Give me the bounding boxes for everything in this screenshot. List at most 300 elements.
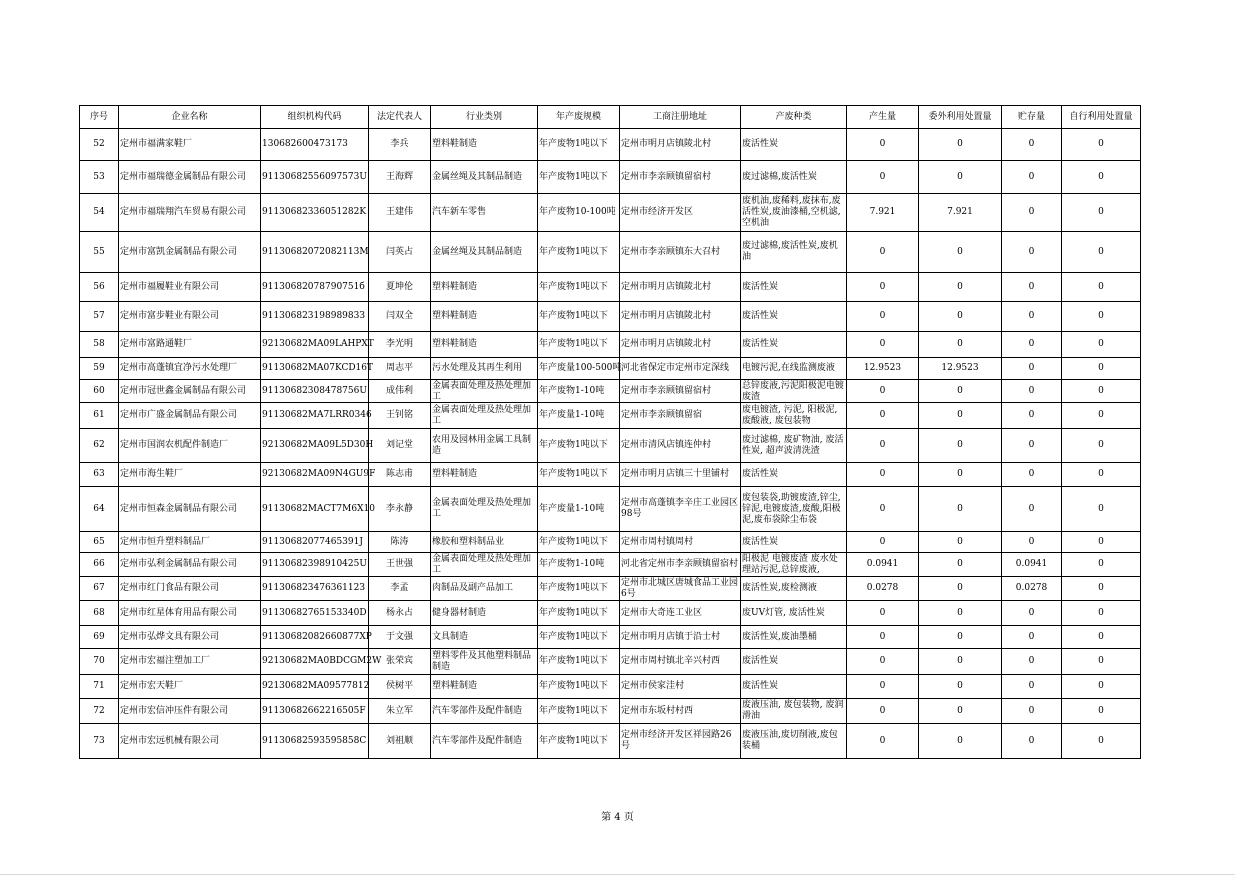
cell-address — [620, 129, 741, 161]
cell-legal-rep-text: 闫英占 — [385, 246, 413, 257]
cell-stored — [1002, 487, 1062, 532]
cell-produced-text: 0 — [879, 171, 886, 182]
cell-outsourced-text: 0 — [957, 410, 963, 420]
cell-industry-text: 汽车零部件及配件制造 — [432, 735, 523, 746]
cell-company-name — [119, 675, 261, 699]
cell-produced — [847, 161, 919, 194]
cell-industry-text: 健身器材制造 — [432, 607, 487, 618]
cell-stored-text: 0 — [1028, 440, 1035, 450]
cell-industry-text: 塑料鞋制造 — [432, 311, 478, 321]
cell-industry-text: 金属丝绳及其制品制造 — [432, 246, 523, 257]
cell-waste-scale — [538, 194, 620, 232]
cell-outsourced-text: 0 — [957, 469, 963, 479]
cell-waste-types — [741, 601, 847, 626]
cell-address-text: 定州市明月店镇三十里铺村 — [621, 469, 730, 479]
cell-self-disposal — [1062, 302, 1141, 332]
cell-outsourced-text: 0 — [957, 705, 963, 716]
cell-outsourced-text: 0 — [957, 139, 963, 149]
cell-no — [80, 699, 119, 724]
cell-waste-scale — [538, 532, 620, 553]
cell-address-text: 定州市明月店镇陵北村 — [621, 139, 712, 149]
cell-company-name-text: 定州市福满家鞋厂 — [120, 139, 193, 149]
cell-stored-text: 0 — [1028, 207, 1035, 217]
cell-org-code — [261, 380, 369, 403]
table-row — [80, 194, 1141, 232]
cell-stored-text: 0 — [1028, 281, 1035, 292]
cell-stored-text: 0 — [1028, 363, 1035, 373]
cell-produced-text: 0 — [879, 311, 886, 321]
cell-waste-types — [741, 699, 847, 724]
cell-no — [80, 487, 119, 532]
cell-no — [80, 273, 119, 302]
cell-waste-types — [741, 429, 847, 463]
cell-produced — [847, 194, 919, 232]
cell-produced-text: 0 — [879, 339, 886, 349]
cell-legal-rep — [369, 161, 431, 194]
cell-waste-scale — [538, 724, 620, 759]
cell-produced-text: 7.921 — [869, 207, 896, 217]
cell-industry-text: 文具制造 — [432, 631, 469, 642]
cell-address — [620, 273, 741, 302]
cell-industry — [431, 626, 538, 649]
cell-legal-rep-text: 陈涛 — [390, 536, 409, 547]
cell-company-name — [119, 724, 261, 759]
cell-industry — [431, 532, 538, 553]
cell-stored — [1002, 724, 1062, 759]
cell-produced — [847, 302, 919, 332]
cell-no — [80, 429, 119, 463]
cell-outsourced — [919, 403, 1002, 429]
cell-company-name-text: 定州市国润农机配件制造厂 — [120, 440, 229, 450]
cell-no-text: 66 — [93, 559, 105, 569]
cell-company-name — [119, 463, 261, 487]
cell-org-code-text: 92130682MA09LAHPXT — [262, 339, 374, 349]
cell-address — [620, 553, 741, 577]
cell-org-code-text: 91130682078790751б — [262, 281, 365, 292]
cell-org-code — [261, 194, 369, 232]
cell-waste-types-text: 废活性炭 — [742, 311, 779, 321]
cell-industry — [431, 403, 538, 429]
cell-waste-types-text: 废液压油, 废包装物, 废润滑油 — [742, 700, 844, 721]
cell-legal-rep — [369, 577, 431, 601]
cell-stored-text: 0 — [1028, 681, 1035, 691]
cell-produced-text: 0 — [879, 440, 886, 450]
cell-waste-types-text: 电镀污泥,在线监测废液 — [742, 363, 835, 373]
cell-self-disposal-text: 0 — [1098, 385, 1104, 396]
cell-address — [620, 332, 741, 358]
table-header-row — [80, 106, 1141, 129]
cell-produced — [847, 626, 919, 649]
cell-legal-rep — [369, 601, 431, 626]
table-row — [80, 649, 1141, 675]
cell-stored-text: 0 — [1028, 607, 1035, 618]
cell-legal-rep-text: 王钊铭 — [385, 410, 413, 420]
cell-stored — [1002, 553, 1062, 577]
cell-self-disposal-text: 0 — [1098, 246, 1104, 257]
cell-org-code — [261, 403, 372, 429]
cell-outsourced-text: 0 — [957, 536, 963, 547]
cell-stored-text: 0 — [1028, 631, 1035, 642]
cell-stored-text: 0 — [1028, 385, 1035, 396]
table-body — [80, 129, 1141, 759]
cell-self-disposal — [1062, 129, 1141, 161]
cell-company-name-text: 定州市海生鞋厂 — [120, 469, 184, 479]
cell-company-name — [119, 129, 261, 161]
cell-waste-types-text: 废活性炭 — [742, 536, 779, 547]
cell-legal-rep — [369, 273, 431, 302]
table-row — [80, 601, 1141, 626]
cell-waste-scale — [538, 129, 620, 161]
cell-waste-scale — [538, 358, 620, 380]
cell-org-code — [261, 302, 369, 332]
cell-stored — [1002, 532, 1062, 553]
cell-no — [80, 302, 119, 332]
cell-self-disposal-text: 0 — [1098, 410, 1104, 420]
cell-no-text: 59 — [93, 363, 105, 373]
cell-produced — [847, 649, 919, 675]
cell-outsourced — [919, 577, 1002, 601]
cell-stored — [1002, 194, 1062, 232]
cell-no-text: 73 — [93, 735, 105, 746]
cell-self-disposal-text: 0 — [1098, 503, 1104, 514]
cell-stored-text: 0 — [1028, 735, 1035, 746]
cell-company-name-text: 定州市宏信冲压件有限公司 — [120, 705, 229, 716]
cell-outsourced-text: 0 — [957, 171, 963, 182]
cell-address-text: 定州市清风店镇连仲村 — [621, 440, 712, 450]
table-row — [80, 332, 1141, 358]
cell-waste-types — [741, 129, 847, 161]
cell-address-text: 定州市明月店镇于沿士村 — [621, 631, 721, 642]
cell-produced — [847, 601, 919, 626]
col-header-rep: 法定代表人 — [369, 106, 431, 129]
cell-industry-text: 肉制品及副产品加工 — [432, 583, 514, 593]
cell-company-name-text: 定州市弘烨文具有限公司 — [120, 631, 220, 642]
cell-no — [80, 675, 119, 699]
cell-self-disposal — [1062, 577, 1141, 601]
cell-outsourced — [919, 601, 1002, 626]
cell-industry — [431, 577, 538, 601]
cell-stored-text: 0 — [1028, 656, 1035, 666]
cell-outsourced — [919, 553, 1002, 577]
cell-waste-scale — [538, 626, 620, 649]
cell-org-code — [261, 129, 369, 161]
cell-outsourced-text: 0 — [957, 607, 963, 618]
cell-stored — [1002, 302, 1062, 332]
cell-company-name — [119, 161, 261, 194]
cell-legal-rep — [369, 699, 431, 724]
cell-produced-text: 0 — [879, 735, 886, 746]
cell-org-code — [261, 699, 369, 724]
cell-address-text: 定州市大奇连工业区 — [621, 607, 703, 618]
cell-org-code-text: 91130682319898983З — [262, 311, 365, 321]
cell-produced-text: 0 — [879, 503, 886, 514]
cell-industry-text: 塑料鞋制造 — [432, 339, 478, 349]
cell-waste-types — [741, 577, 847, 601]
cell-industry — [431, 358, 538, 380]
cell-outsourced — [919, 649, 1002, 675]
cell-no — [80, 403, 119, 429]
cell-outsourced-text: 0 — [957, 631, 963, 642]
cell-no-text: 55 — [93, 246, 105, 257]
cell-company-name-text: 定州市宏福注塑加工厂 — [120, 656, 211, 666]
cell-produced — [847, 332, 919, 358]
cell-produced — [847, 232, 919, 273]
cell-waste-types-text: 废活性炭 — [742, 681, 779, 691]
cell-company-name-text: 定州市恒森金属制品有限公司 — [120, 503, 238, 514]
cell-org-code — [261, 601, 369, 626]
col-header-outsourced: 委外利用处置量 — [919, 106, 1002, 129]
cell-legal-rep-text: 李兵 — [390, 139, 409, 149]
cell-outsourced — [919, 429, 1002, 463]
cell-outsourced-text: 0 — [957, 681, 963, 691]
cell-waste-types — [741, 403, 847, 429]
cell-org-code — [261, 724, 369, 759]
cell-waste-scale-text: 年产废物1吨以下 — [539, 631, 608, 642]
cell-waste-types — [741, 463, 847, 487]
cell-company-name-text: 定州市富步鞋业有限公司 — [120, 311, 220, 321]
cell-org-code-text: 91130682662216505F — [262, 705, 366, 716]
cell-self-disposal-text: 0 — [1098, 281, 1104, 292]
cell-stored — [1002, 161, 1062, 194]
cell-stored-text: 0.0941 — [1015, 559, 1048, 569]
cell-stored — [1002, 626, 1062, 649]
cell-waste-scale-text: 年产废物1吨以下 — [539, 681, 608, 691]
cell-address-text: 定州市明月店镇陵北村 — [621, 311, 712, 321]
table-row — [80, 232, 1141, 273]
cell-no-text: 56 — [93, 281, 105, 292]
cell-waste-scale-text: 年产废物10-100吨 — [539, 207, 616, 217]
cell-legal-rep — [369, 429, 431, 463]
cell-waste-types-text: 废过滤棉, 废矿物油, 废活性炭, 超声波清洗渣 — [742, 434, 844, 456]
cell-org-code-text: 91130682308478756U — [262, 385, 367, 396]
cell-legal-rep-text: 周志平 — [385, 363, 413, 373]
cell-waste-types — [741, 649, 847, 675]
cell-produced-text: 12.9523 — [863, 363, 902, 373]
cell-produced-text: 0 — [879, 705, 886, 716]
cell-company-name — [119, 601, 261, 626]
cell-no-text: 58 — [93, 339, 105, 349]
cell-company-name-text: 定州市冠世鑫金属制品有限公司 — [120, 385, 247, 396]
cell-no — [80, 577, 119, 601]
cell-stored — [1002, 649, 1062, 675]
cell-address — [620, 429, 741, 463]
cell-no — [80, 626, 119, 649]
cell-org-code — [261, 358, 374, 380]
cell-waste-types — [741, 724, 847, 759]
cell-legal-rep-text: 朱立军 — [385, 705, 413, 716]
cell-industry — [431, 724, 538, 759]
cell-address-text: 定州市经济开发区 — [621, 207, 694, 217]
cell-no — [80, 129, 119, 161]
cell-org-code — [261, 649, 382, 675]
cell-outsourced — [919, 302, 1002, 332]
cell-industry — [431, 380, 538, 403]
cell-waste-types — [741, 161, 847, 194]
cell-produced-text: 0 — [879, 281, 886, 292]
cell-legal-rep-text: 王海辉 — [385, 171, 413, 182]
cell-org-code — [261, 553, 369, 577]
cell-waste-scale — [538, 302, 620, 332]
cell-waste-types — [741, 553, 847, 577]
cell-produced — [847, 553, 919, 577]
cell-waste-scale-text: 年产废物1吨以下 — [539, 583, 608, 593]
cell-stored-text: 0 — [1028, 246, 1035, 257]
cell-self-disposal-text: 0 — [1098, 735, 1104, 746]
cell-stored-text: 0 — [1028, 339, 1035, 349]
cell-waste-scale — [538, 675, 620, 699]
cell-address — [620, 724, 741, 759]
cell-company-name-text: 定州市富路通鞋厂 — [120, 339, 193, 349]
cell-legal-rep — [369, 553, 431, 577]
cell-outsourced — [919, 358, 1002, 380]
cell-stored — [1002, 403, 1062, 429]
cell-legal-rep — [369, 626, 431, 649]
cell-stored — [1002, 675, 1062, 699]
cell-legal-rep-text: 李光明 — [385, 339, 413, 349]
cell-outsourced — [919, 273, 1002, 302]
cell-industry — [431, 601, 538, 626]
cell-address-text: 定州市明月店镇陵北村 — [621, 339, 712, 349]
cell-self-disposal — [1062, 675, 1141, 699]
cell-org-code-text: 91130682077465391J — [262, 536, 363, 547]
cell-company-name — [119, 487, 261, 532]
cell-industry — [431, 553, 538, 577]
cell-stored — [1002, 601, 1062, 626]
cell-outsourced-text: 0 — [957, 339, 963, 349]
cell-legal-rep-text: 张荣宾 — [385, 656, 413, 666]
cell-no — [80, 553, 119, 577]
cell-legal-rep — [369, 332, 431, 358]
cell-waste-scale-text: 年产废量100-500吨 — [539, 363, 622, 373]
cell-waste-scale — [538, 487, 620, 532]
cell-self-disposal — [1062, 429, 1141, 463]
cell-address-text: 定州市周村镇周村 — [621, 536, 694, 547]
cell-no-text: 71 — [93, 681, 105, 691]
cell-stored — [1002, 429, 1062, 463]
cell-legal-rep-text: 王世强 — [385, 559, 413, 569]
cell-waste-scale-text: 年产废物1吨以下 — [539, 705, 608, 716]
cell-industry-text: 塑料鞋制造 — [432, 281, 478, 292]
cell-org-code — [261, 273, 369, 302]
cell-no — [80, 380, 119, 403]
cell-address — [620, 194, 741, 232]
page-number: 第 4 页 — [601, 812, 634, 823]
cell-self-disposal — [1062, 463, 1141, 487]
cell-company-name-text: 定州市广盛金属制品有限公司 — [120, 410, 238, 420]
cell-address — [620, 232, 741, 273]
cell-org-code-text: 91130682MA7LRR0346 — [262, 410, 372, 420]
cell-produced-text: 0 — [879, 656, 886, 666]
cell-industry — [431, 129, 538, 161]
cell-company-name-text: 定州市恒升塑料制品厂 — [120, 536, 211, 547]
cell-outsourced-text: 0 — [957, 559, 963, 569]
cell-outsourced-text: 0 — [957, 311, 963, 321]
cell-waste-types — [741, 626, 847, 649]
cell-waste-types — [741, 232, 847, 273]
cell-self-disposal — [1062, 332, 1141, 358]
cell-legal-rep — [369, 194, 431, 232]
table-row — [80, 129, 1141, 161]
cell-waste-types-text: 阳极泥 电镀废渣 废水处理站污泥,总锌废液, — [742, 553, 838, 575]
cell-waste-scale-text: 年产废物1吨以下 — [539, 339, 608, 349]
cell-outsourced-text: 0 — [957, 656, 963, 666]
col-header-stored: 贮存量 — [1002, 106, 1062, 129]
cell-waste-scale-text: 年产废物1-10吨 — [539, 385, 605, 396]
cell-no-text: 67 — [93, 583, 105, 593]
cell-waste-scale-text: 年产废量1-10吨 — [539, 410, 605, 420]
cell-company-name-text: 定州市红星体育用品有限公司 — [120, 607, 238, 618]
cell-waste-types-text: 废过滤棉,废活性炭,废机油 — [742, 241, 838, 262]
cell-outsourced — [919, 129, 1002, 161]
cell-org-code-text: 91130682082660877XP — [262, 631, 372, 642]
cell-company-name — [119, 403, 261, 429]
cell-industry-text: 橡胶和塑料制品业 — [432, 536, 505, 547]
cell-self-disposal — [1062, 601, 1141, 626]
cell-company-name — [119, 626, 261, 649]
cell-stored — [1002, 232, 1062, 273]
cell-industry-text: 金属表面处理及热处理加工 — [432, 380, 532, 402]
cell-stored-text: 0 — [1028, 410, 1035, 420]
cell-no-text: 69 — [93, 631, 105, 642]
cell-company-name-text: 定州市宏远机械有限公司 — [120, 735, 220, 746]
cell-company-name — [119, 699, 261, 724]
cell-no — [80, 724, 119, 759]
cell-address-text: 定州市李亲顾镇东大召村 — [621, 246, 721, 257]
cell-self-disposal — [1062, 626, 1141, 649]
cell-org-code — [261, 232, 369, 273]
cell-industry-text: 金属表面处理及热处理加工 — [432, 553, 532, 575]
cell-org-code — [261, 161, 369, 194]
cell-produced — [847, 675, 919, 699]
cell-produced-text: 0 — [879, 410, 886, 420]
cell-company-name — [119, 302, 261, 332]
cell-outsourced — [919, 724, 1002, 759]
cell-legal-rep — [369, 129, 431, 161]
cell-company-name — [119, 649, 261, 675]
cell-company-name — [119, 194, 261, 232]
cell-outsourced — [919, 332, 1002, 358]
enterprise-table — [79, 105, 1141, 759]
cell-waste-types-text: 废过滤棉,废活性炭 — [742, 171, 817, 182]
cell-address-text: 定州市东坂村村西 — [621, 705, 694, 716]
cell-legal-rep-text: 陈志甫 — [385, 469, 413, 479]
cell-self-disposal-text: 0 — [1098, 607, 1104, 618]
cell-produced-text: 0.0278 — [866, 583, 899, 593]
cell-stored — [1002, 380, 1062, 403]
cell-industry — [431, 194, 538, 232]
cell-outsourced — [919, 675, 1002, 699]
table-row — [80, 532, 1141, 553]
cell-self-disposal-text: 0 — [1098, 363, 1104, 373]
cell-waste-scale-text: 年产废物1吨以下 — [539, 171, 608, 182]
cell-legal-rep — [369, 232, 431, 273]
cell-produced — [847, 273, 919, 302]
cell-waste-scale-text: 年产废物1吨以下 — [539, 311, 608, 321]
cell-outsourced — [919, 532, 1002, 553]
cell-self-disposal-text: 0 — [1098, 536, 1104, 547]
cell-industry — [431, 273, 538, 302]
cell-org-code-text: 91130682765153340D — [262, 607, 367, 618]
cell-industry — [431, 332, 538, 358]
cell-waste-types-text: 废活性炭 — [742, 656, 779, 666]
cell-address — [620, 675, 741, 699]
cell-produced — [847, 699, 919, 724]
cell-produced-text: 0 — [879, 681, 886, 691]
cell-legal-rep — [369, 380, 431, 403]
cell-org-code — [261, 429, 374, 463]
cell-address-text: 定州市明月店镇陵北村 — [621, 281, 712, 292]
cell-address — [620, 626, 741, 649]
